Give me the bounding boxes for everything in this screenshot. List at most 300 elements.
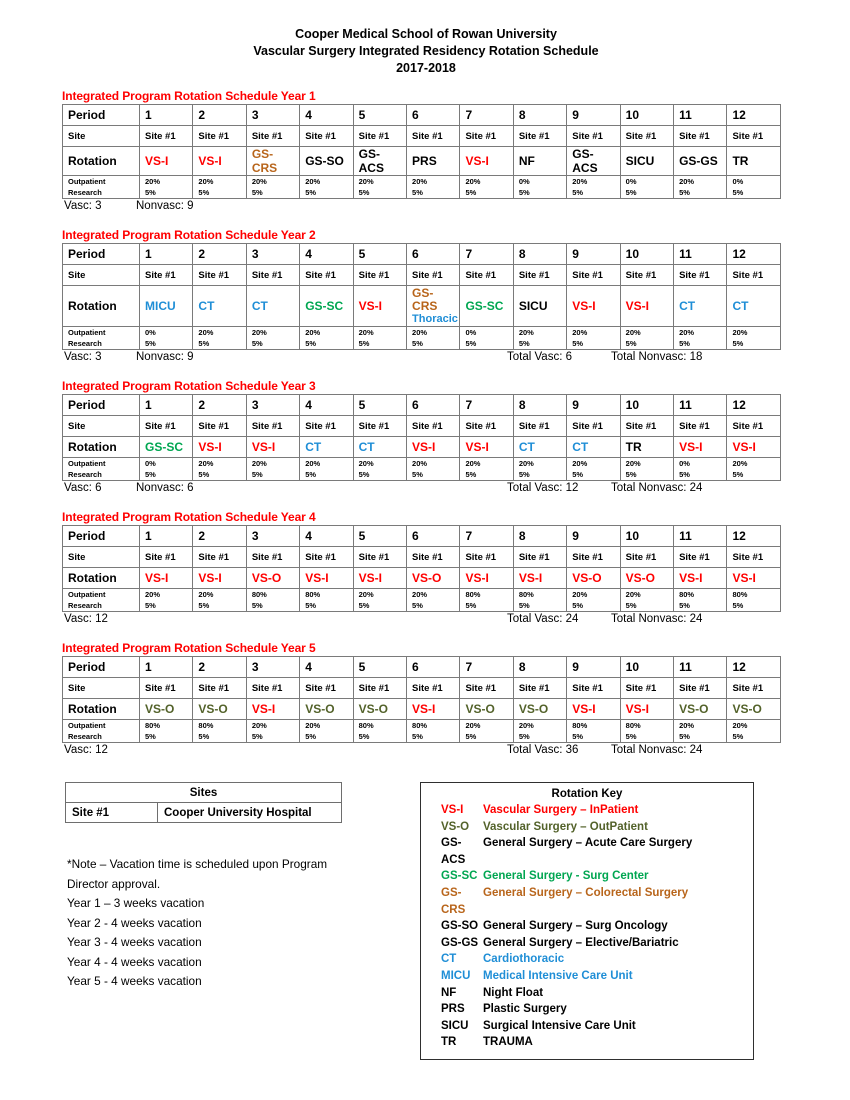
rotation-code: VS-I bbox=[465, 440, 489, 454]
outpatient-value: 20% bbox=[145, 590, 161, 599]
rotation-code: VS-I bbox=[518, 571, 543, 585]
period-cell: 2 bbox=[193, 526, 246, 547]
rotation-key-row bbox=[421, 835, 753, 868]
note-line: Year 3 - 4 weeks vacation bbox=[67, 935, 202, 949]
rotation-cell bbox=[300, 147, 353, 176]
site-cell: Site #1 bbox=[193, 265, 246, 286]
rotation-code: TR bbox=[732, 154, 749, 168]
outpatient-research-cell bbox=[246, 458, 299, 481]
sites-header: Sites bbox=[66, 783, 342, 803]
rotation-code: NF bbox=[518, 154, 535, 168]
outpatient-research-row bbox=[63, 176, 781, 199]
row-label-period: Period bbox=[63, 526, 140, 547]
rotation-key-description: General Surgery – Surg Oncology bbox=[483, 920, 668, 933]
site-cell: Site #1 bbox=[407, 416, 460, 437]
site-cell: Site #1 bbox=[353, 547, 406, 568]
outpatient-value: 20% bbox=[732, 328, 748, 337]
outpatient-research-cell bbox=[567, 176, 620, 199]
year-heading: Integrated Program Rotation Schedule Year 2 bbox=[62, 228, 316, 242]
research-value: 5% bbox=[732, 470, 744, 479]
outpatient-research-cell bbox=[193, 589, 246, 612]
outpatient-value: 80% bbox=[145, 721, 161, 730]
period-cell: 2 bbox=[193, 105, 246, 126]
site-row bbox=[63, 265, 781, 286]
research-value: 5% bbox=[465, 601, 477, 610]
title-line-1: Cooper Medical School of Rowan University bbox=[295, 27, 557, 41]
period-cell: 8 bbox=[513, 395, 566, 416]
outpatient-research-cell bbox=[407, 327, 460, 350]
site-cell: Site #1 bbox=[727, 416, 781, 437]
outpatient-research-cell bbox=[140, 327, 193, 350]
research-value: 5% bbox=[145, 470, 156, 479]
rotation-key-abbr: GS-CRS bbox=[441, 886, 466, 916]
period-cell: 5 bbox=[353, 526, 406, 547]
rotation-cell bbox=[727, 568, 781, 589]
rotation-cell bbox=[513, 147, 566, 176]
outpatient-research-cell bbox=[620, 458, 673, 481]
year-block bbox=[62, 379, 790, 498]
rotation-cell bbox=[246, 699, 299, 720]
rotation-code: VS-O bbox=[198, 702, 228, 716]
outpatient-research-cell bbox=[460, 720, 513, 743]
site-cell: Site #1 bbox=[246, 265, 299, 286]
rotation-cell bbox=[674, 147, 727, 176]
outpatient-research-cell bbox=[460, 458, 513, 481]
outpatient-research-cell bbox=[407, 589, 460, 612]
site-cell: Site #1 bbox=[674, 547, 727, 568]
site-cell: Site #1 bbox=[674, 416, 727, 437]
outpatient-research-cell bbox=[620, 589, 673, 612]
site-cell: Site #1 bbox=[674, 678, 727, 699]
outpatient-research-cell bbox=[513, 589, 566, 612]
site-cell: Site #1 bbox=[620, 678, 673, 699]
rotation-code: VS-I bbox=[198, 440, 222, 454]
rotation-key-abbr: TR bbox=[441, 1036, 457, 1049]
research-value: 5% bbox=[251, 601, 263, 610]
rotation-code: VS-I bbox=[465, 571, 489, 585]
research-value: 5% bbox=[518, 339, 530, 348]
rotation-code: SICU bbox=[625, 154, 655, 168]
site-cell: Site #1 bbox=[353, 416, 406, 437]
rotation-cell bbox=[300, 568, 353, 589]
site-row bbox=[63, 416, 781, 437]
outpatient-research-cell bbox=[513, 720, 566, 743]
rotation-cell bbox=[353, 437, 406, 458]
site-cell: Site #1 bbox=[567, 547, 620, 568]
outpatient-research-cell bbox=[353, 458, 406, 481]
site-cell: Site #1 bbox=[513, 547, 566, 568]
outpatient-value: 80% bbox=[518, 590, 534, 599]
outpatient-value: 20% bbox=[465, 177, 481, 186]
period-cell: 7 bbox=[460, 244, 513, 265]
row-label-period: Period bbox=[63, 105, 140, 126]
rotation-code: VS-I bbox=[251, 440, 276, 454]
summary-total-nonvasc: Total Nonvasc: 24 bbox=[611, 613, 703, 625]
period-cell: 7 bbox=[460, 526, 513, 547]
rotation-key-row bbox=[421, 935, 753, 952]
rotation-cell bbox=[460, 437, 513, 458]
summary-vasc: Vasc: 6 bbox=[64, 482, 102, 494]
outpatient-value: 20% bbox=[625, 328, 641, 337]
rotation-cell bbox=[407, 437, 460, 458]
outpatient-value: 20% bbox=[305, 459, 321, 468]
outpatient-research-cell bbox=[567, 720, 620, 743]
note-line: Year 4 - 4 weeks vacation bbox=[67, 954, 202, 969]
research-value: 5% bbox=[198, 188, 210, 197]
outpatient-research-cell bbox=[460, 327, 513, 350]
research-value: 5% bbox=[732, 188, 744, 197]
outpatient-value: 20% bbox=[572, 590, 588, 599]
research-value: 5% bbox=[145, 188, 156, 197]
rotation-row bbox=[63, 147, 781, 176]
row-label-rotation: Rotation bbox=[63, 568, 140, 589]
rotation-code: MICU bbox=[145, 299, 176, 313]
research-value: 5% bbox=[679, 339, 690, 348]
period-cell: 6 bbox=[407, 105, 460, 126]
rotation-cell bbox=[513, 437, 566, 458]
row-label-rotation: Rotation bbox=[63, 147, 140, 176]
rotation-key-description: Vascular Surgery – OutPatient bbox=[483, 820, 648, 833]
rotation-cell bbox=[727, 147, 781, 176]
rotation-key-description: Medical Intensive Care Unit bbox=[483, 969, 633, 982]
outpatient-value: 20% bbox=[412, 590, 428, 599]
rotation-cell bbox=[140, 568, 193, 589]
outpatient-research-cell bbox=[674, 458, 727, 481]
title-line-3: 2017-2018 bbox=[396, 61, 456, 75]
rotation-code: VS-I bbox=[572, 299, 596, 313]
research-value: 5% bbox=[412, 601, 423, 610]
rotation-cell bbox=[460, 286, 513, 327]
rotation-key-abbr: VS-O bbox=[441, 820, 470, 833]
note-line: Year 2 - 4 weeks vacation bbox=[67, 915, 202, 930]
rotation-code: VS-I bbox=[358, 299, 382, 313]
label-research: Research bbox=[68, 732, 102, 741]
rotation-key-row bbox=[421, 985, 753, 1002]
rotation-code: VS-I bbox=[145, 154, 169, 168]
rotation-code: GS-SC bbox=[305, 299, 344, 313]
site-cell: Site #1 bbox=[140, 547, 193, 568]
period-cell: 5 bbox=[353, 105, 406, 126]
research-value: 5% bbox=[358, 601, 370, 610]
site-cell: Site #1 bbox=[193, 547, 246, 568]
site-cell: Site #1 bbox=[460, 126, 513, 147]
year-summary bbox=[64, 482, 790, 498]
period-cell: 4 bbox=[300, 657, 353, 678]
period-cell: 3 bbox=[246, 395, 299, 416]
research-value: 5% bbox=[198, 732, 210, 741]
outpatient-value: 20% bbox=[358, 328, 374, 337]
outpatient-value: 20% bbox=[412, 459, 428, 468]
rotation-cell bbox=[140, 699, 193, 720]
research-value: 5% bbox=[572, 339, 584, 348]
outpatient-value: 20% bbox=[732, 459, 748, 468]
outpatient-research-cell bbox=[620, 327, 673, 350]
outpatient-value: 20% bbox=[358, 590, 374, 599]
rotation-cell bbox=[407, 699, 460, 720]
rotation-cell bbox=[727, 437, 781, 458]
row-label-outpatient-research bbox=[63, 589, 140, 612]
rotation-cell bbox=[193, 147, 246, 176]
outpatient-value: 20% bbox=[518, 328, 534, 337]
site-cell: Site #1 bbox=[567, 265, 620, 286]
site-cell: Site #1 bbox=[567, 678, 620, 699]
outpatient-research-cell bbox=[353, 720, 406, 743]
vacation-notes bbox=[67, 855, 397, 992]
research-value: 5% bbox=[679, 732, 690, 741]
site-cell: Site #1 bbox=[567, 126, 620, 147]
year-block bbox=[62, 641, 790, 760]
period-cell: 1 bbox=[140, 244, 193, 265]
outpatient-research-cell bbox=[674, 589, 727, 612]
outpatient-value: 20% bbox=[732, 721, 748, 730]
outpatient-value: 20% bbox=[198, 328, 214, 337]
research-value: 5% bbox=[305, 339, 317, 348]
outpatient-research-cell bbox=[300, 176, 353, 199]
label-research: Research bbox=[68, 188, 102, 197]
outpatient-value: 0% bbox=[465, 328, 477, 337]
rotation-code: VS-O bbox=[358, 702, 388, 716]
period-cell: 1 bbox=[140, 657, 193, 678]
research-value: 5% bbox=[305, 470, 317, 479]
research-value: 5% bbox=[145, 732, 156, 741]
period-cell: 11 bbox=[674, 244, 727, 265]
outpatient-value: 20% bbox=[625, 590, 641, 599]
rotation-key-row bbox=[421, 868, 753, 885]
outpatient-value: 80% bbox=[679, 590, 695, 599]
row-label-rotation: Rotation bbox=[63, 286, 140, 327]
rotation-key-row bbox=[421, 819, 753, 836]
research-value: 5% bbox=[145, 601, 156, 610]
rotation-code: VS-I bbox=[412, 702, 436, 716]
rotation-cell bbox=[353, 286, 406, 327]
period-cell: 9 bbox=[567, 526, 620, 547]
rotation-cell bbox=[246, 286, 299, 327]
research-value: 5% bbox=[625, 601, 637, 610]
period-cell: 10 bbox=[620, 526, 673, 547]
rotation-code: GS-SC bbox=[465, 299, 504, 313]
row-label-period: Period bbox=[63, 657, 140, 678]
site-cell: Site #1 bbox=[727, 265, 781, 286]
site-cell: Site #1 bbox=[140, 126, 193, 147]
rotation-key-description: General Surgery - Surg Center bbox=[483, 870, 649, 883]
outpatient-research-cell bbox=[567, 589, 620, 612]
period-cell: 11 bbox=[674, 657, 727, 678]
rotation-code: GS-GS bbox=[679, 154, 718, 168]
period-cell: 4 bbox=[300, 105, 353, 126]
rotation-key-abbr: NF bbox=[441, 986, 457, 999]
site-cell: Site #1 bbox=[246, 126, 299, 147]
research-value: 5% bbox=[305, 601, 317, 610]
rotation-cell bbox=[193, 437, 246, 458]
rotation-cell bbox=[620, 147, 673, 176]
outpatient-research-cell bbox=[407, 176, 460, 199]
summary-total-nonvasc: Total Nonvasc: 24 bbox=[611, 744, 703, 756]
period-cell: 11 bbox=[674, 105, 727, 126]
rotation-cell bbox=[620, 286, 673, 327]
period-cell: 7 bbox=[460, 657, 513, 678]
year-summary bbox=[64, 200, 790, 216]
rotation-cell bbox=[674, 699, 727, 720]
rotation-code: VS-I bbox=[198, 571, 222, 585]
rotation-code: CT bbox=[198, 299, 215, 313]
label-outpatient: Outpatient bbox=[68, 328, 106, 337]
rotation-cell bbox=[140, 286, 193, 327]
rotation-key-description: Cardiothoracic bbox=[483, 953, 565, 966]
outpatient-research-cell bbox=[460, 589, 513, 612]
rotation-key-abbr: MICU bbox=[441, 969, 471, 982]
period-cell: 2 bbox=[193, 244, 246, 265]
summary-total-nonvasc: Total Nonvasc: 24 bbox=[611, 482, 703, 494]
year-heading: Integrated Program Rotation Schedule Year 3 bbox=[62, 379, 316, 393]
outpatient-research-cell bbox=[727, 458, 781, 481]
rotation-key-abbr: GS-SO bbox=[441, 920, 479, 933]
site-cell: Site #1 bbox=[620, 126, 673, 147]
rotation-key-row bbox=[421, 802, 753, 819]
outpatient-research-cell bbox=[140, 176, 193, 199]
period-cell: 10 bbox=[620, 105, 673, 126]
note-line: Director approval. bbox=[67, 876, 161, 891]
rotation-key-abbr: GS-ACS bbox=[441, 837, 466, 866]
period-cell: 2 bbox=[193, 395, 246, 416]
outpatient-value: 20% bbox=[198, 590, 214, 599]
rotation-key-row bbox=[421, 918, 753, 935]
year-summary bbox=[64, 351, 790, 367]
rotation-code: VS-O bbox=[732, 702, 762, 716]
period-cell: 6 bbox=[407, 526, 460, 547]
rotation-code: VS-I bbox=[465, 154, 489, 168]
label-research: Research bbox=[68, 470, 102, 479]
period-row bbox=[63, 105, 781, 126]
outpatient-value: 20% bbox=[305, 721, 321, 730]
period-cell: 4 bbox=[300, 244, 353, 265]
rotation-cell bbox=[727, 286, 781, 327]
outpatient-value: 20% bbox=[198, 177, 214, 186]
period-row bbox=[63, 244, 781, 265]
site-cell: Site #1 bbox=[620, 416, 673, 437]
rotation-cell bbox=[460, 699, 513, 720]
rotation-cell bbox=[193, 699, 246, 720]
outpatient-value: 0% bbox=[625, 177, 637, 186]
rotation-cell bbox=[620, 437, 673, 458]
research-value: 5% bbox=[358, 732, 370, 741]
outpatient-research-cell bbox=[513, 176, 566, 199]
research-value: 5% bbox=[358, 470, 370, 479]
outpatient-research-cell bbox=[353, 176, 406, 199]
rotation-schedule-table bbox=[62, 656, 781, 743]
rotation-cell bbox=[300, 699, 353, 720]
site-cell: Site #1 bbox=[300, 678, 353, 699]
research-value: 5% bbox=[679, 601, 690, 610]
year-block bbox=[62, 228, 790, 367]
site-cell: Site #1 bbox=[460, 265, 513, 286]
period-cell: 7 bbox=[460, 395, 513, 416]
title-line-2: Vascular Surgery Integrated Residency Rotation Schedule bbox=[253, 44, 599, 58]
rotation-key-description: Vascular Surgery – InPatient bbox=[483, 804, 639, 816]
rotation-key-description: General Surgery – Acute Care Surgery bbox=[483, 837, 693, 850]
period-cell: 10 bbox=[620, 244, 673, 265]
research-value: 5% bbox=[145, 339, 156, 348]
rotation-key-description: TRAUMA bbox=[483, 1036, 533, 1049]
rotation-code: VS-I bbox=[305, 571, 329, 585]
sites-row bbox=[66, 803, 342, 823]
year-block bbox=[62, 89, 790, 216]
rotation-key-box bbox=[420, 782, 754, 1060]
summary-nonvasc: Nonvasc: 9 bbox=[136, 200, 194, 212]
rotation-code-secondary: Thoracic bbox=[412, 313, 458, 325]
rotation-schedule-table bbox=[62, 104, 781, 199]
rotation-key-description: General Surgery – Colorectal Surgery bbox=[483, 886, 689, 899]
outpatient-value: 20% bbox=[679, 328, 695, 337]
outpatient-value: 20% bbox=[358, 177, 374, 186]
rotation-key-abbr: GS-GS bbox=[441, 936, 479, 949]
site-cell: Site #1 bbox=[353, 126, 406, 147]
site-cell: Site #1 bbox=[246, 678, 299, 699]
summary-vasc: Vasc: 12 bbox=[64, 613, 108, 625]
research-value: 5% bbox=[625, 732, 637, 741]
rotation-cell bbox=[567, 286, 620, 327]
rotation-cell bbox=[567, 699, 620, 720]
period-cell: 1 bbox=[140, 105, 193, 126]
rotation-code: GS-CRS bbox=[251, 147, 278, 175]
summary-vasc: Vasc: 3 bbox=[64, 351, 102, 363]
outpatient-research-cell bbox=[193, 176, 246, 199]
rotation-code: VS-I bbox=[732, 571, 756, 585]
summary-vasc: Vasc: 3 bbox=[64, 200, 102, 212]
rotation-code: VS-O bbox=[518, 702, 549, 716]
site-cell: Site #1 bbox=[300, 265, 353, 286]
rotation-key-abbr: GS-SC bbox=[441, 870, 478, 883]
rotation-cell bbox=[513, 699, 566, 720]
site-cell: Site #1 bbox=[620, 547, 673, 568]
period-cell: 5 bbox=[353, 244, 406, 265]
period-cell: 12 bbox=[727, 244, 781, 265]
rotation-code: VS-O bbox=[465, 702, 495, 716]
research-value: 5% bbox=[412, 732, 423, 741]
rotation-key-abbr: SICU bbox=[441, 1019, 469, 1032]
site-cell: Site #1 bbox=[193, 126, 246, 147]
row-label-site: Site bbox=[63, 547, 140, 568]
research-value: 5% bbox=[305, 188, 317, 197]
rotation-cell bbox=[140, 437, 193, 458]
rotation-row bbox=[63, 286, 781, 327]
sites-header-row bbox=[66, 783, 342, 803]
rotation-cell bbox=[193, 568, 246, 589]
rotation-cell bbox=[674, 568, 727, 589]
outpatient-research-cell bbox=[620, 176, 673, 199]
outpatient-value: 0% bbox=[518, 177, 530, 186]
rotation-cell bbox=[567, 568, 620, 589]
research-value: 5% bbox=[732, 601, 744, 610]
period-cell: 2 bbox=[193, 657, 246, 678]
site-cell: Site #1 bbox=[353, 678, 406, 699]
site-cell: Site #1 bbox=[300, 126, 353, 147]
label-outpatient: Outpatient bbox=[68, 177, 106, 186]
site-cell: Site #1 bbox=[140, 416, 193, 437]
period-cell: 11 bbox=[674, 395, 727, 416]
row-label-site: Site bbox=[63, 416, 140, 437]
research-value: 5% bbox=[679, 470, 690, 479]
research-value: 5% bbox=[518, 188, 530, 197]
year-summary bbox=[64, 744, 790, 760]
outpatient-research-cell bbox=[140, 589, 193, 612]
outpatient-research-cell bbox=[246, 327, 299, 350]
research-value: 5% bbox=[305, 732, 317, 741]
outpatient-research-cell bbox=[727, 327, 781, 350]
period-cell: 5 bbox=[353, 395, 406, 416]
research-value: 5% bbox=[412, 339, 423, 348]
document-title bbox=[62, 26, 790, 77]
period-row bbox=[63, 395, 781, 416]
